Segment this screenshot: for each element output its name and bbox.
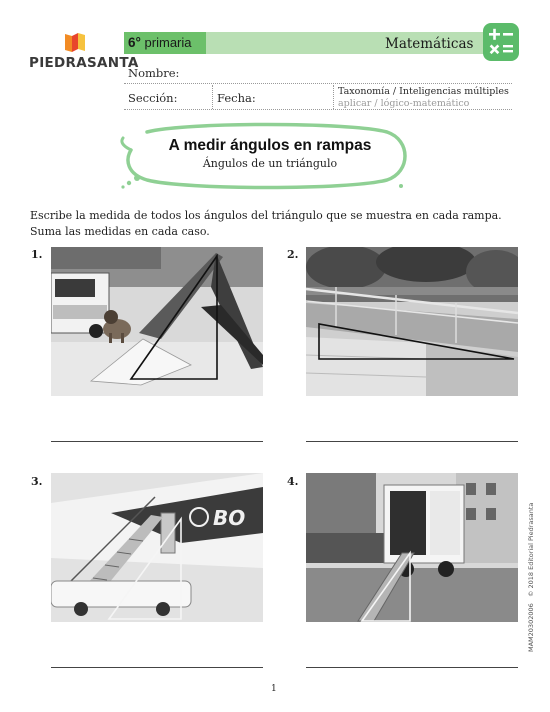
page-title: A medir ángulos en rampas	[168, 137, 372, 154]
divider	[333, 85, 334, 109]
subject-label: Matemáticas	[385, 36, 474, 52]
answer-line[interactable]	[306, 667, 518, 668]
aircraft-boarding-stairs-photo	[51, 473, 263, 622]
instructions: Escribe la medida de todos los ángulos del triángulo que se muestra en cada rampa. Suma las medidas en cada caso.	[30, 209, 502, 238]
name-field-line[interactable]	[124, 83, 512, 84]
footer-code	[527, 503, 535, 652]
date-label: Fecha:	[217, 91, 256, 105]
page-number: 1	[271, 684, 277, 694]
page-subtitle: Ángulos de un triángulo	[202, 157, 338, 170]
exercise-number: 3.	[31, 475, 43, 488]
answer-line[interactable]	[51, 441, 263, 442]
document-code: MAM20302006	[527, 603, 535, 652]
name-label: Nombre:	[128, 66, 180, 80]
answer-line[interactable]	[51, 667, 263, 668]
divider	[212, 85, 213, 109]
math-operators-icon	[483, 23, 519, 61]
publisher-logo-icon	[63, 31, 89, 55]
exercise-number: 2.	[287, 248, 299, 261]
dog-agility-ramp-photo	[51, 247, 263, 396]
section-label: Sección:	[128, 91, 178, 105]
answer-line[interactable]	[306, 441, 518, 442]
grade-level: primaria	[144, 35, 192, 50]
exercise-number: 4.	[287, 475, 299, 488]
taxonomy-value: aplicar / lógico-matemático	[338, 98, 470, 109]
taxonomy-label: Taxonomía / Inteligencias múltiples	[338, 86, 509, 97]
svg-text:BO: BO	[213, 506, 246, 530]
section-field-line[interactable]	[124, 109, 512, 110]
exercise-number: 1.	[31, 248, 43, 261]
publisher-logo-text: PIEDRASANTA	[29, 55, 139, 71]
grade-number: 6°	[128, 35, 141, 50]
copyright: © 2018 Editorial Piedrasanta	[527, 502, 535, 598]
grade-label	[128, 35, 192, 50]
truck-loading-ramp-photo	[306, 473, 518, 622]
pedestrian-ramp-photo	[306, 247, 518, 396]
